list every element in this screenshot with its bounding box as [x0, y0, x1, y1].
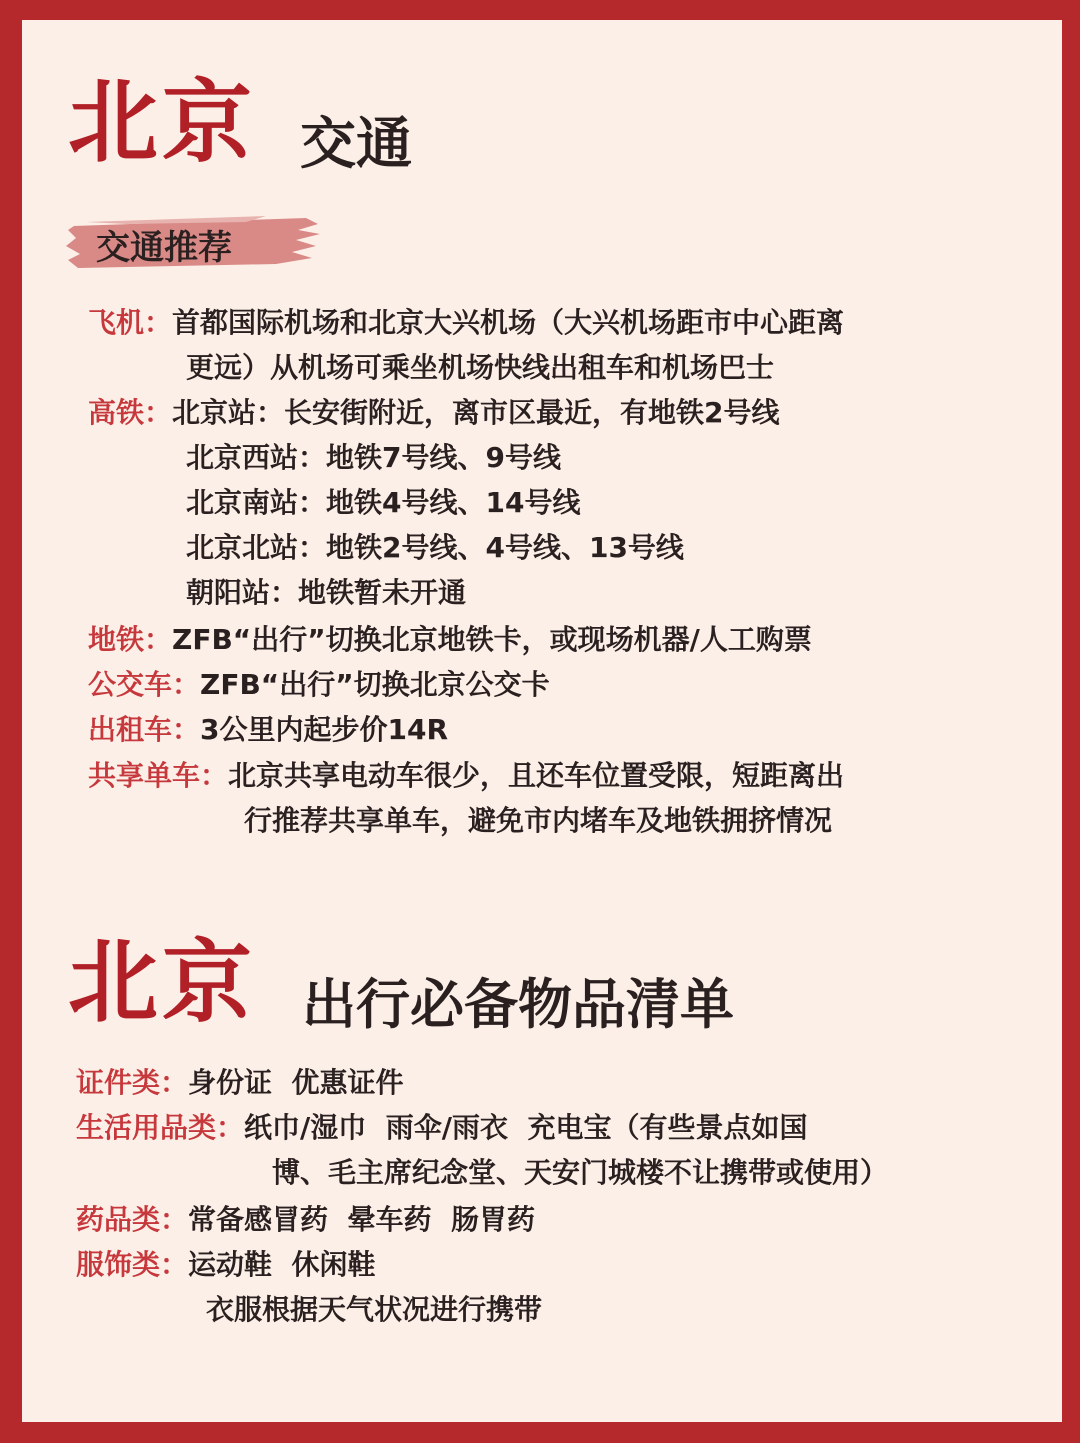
- item-text: 北京站：长安街附近，离市区最近，有地铁2号线: [172, 396, 780, 429]
- item-label: 出租车：: [88, 713, 201, 746]
- item-label: 证件类：: [76, 1066, 189, 1099]
- item-label: 地铁：: [88, 623, 173, 656]
- section2-subtitle: 出行必备物品清单: [302, 973, 734, 1036]
- item-hsr: [88, 390, 780, 435]
- item-plane: [88, 300, 844, 345]
- item-label: 药品类：: [76, 1203, 189, 1236]
- item-text: 北京共享电动车很少，且还车位置受限，短距离出: [228, 759, 845, 792]
- item-subway: [88, 617, 812, 662]
- item-text: ZFB“出行”切换北京公交卡: [200, 668, 550, 701]
- item-documents: [76, 1060, 404, 1105]
- item-label: 公交车：: [88, 668, 201, 701]
- item-text: 身份证 优惠证件: [188, 1066, 404, 1099]
- item-plane-cont: 更远）从机场可乘坐机场快线出租车和机场巴士: [186, 351, 775, 384]
- item-label: 高铁：: [88, 396, 173, 429]
- item-hsr-line: 朝阳站：地铁暂未开通: [186, 576, 467, 609]
- item-hsr-line: 北京北站：地铁2号线、4号线、13号线: [186, 531, 684, 564]
- item-text: 纸巾/湿巾 雨伞/雨衣 充电宝（有些景点如国: [244, 1111, 808, 1144]
- item-taxi: [88, 707, 448, 752]
- item-text: 3公里内起步价14R: [200, 713, 449, 746]
- item-bike-cont: 行推荐共享单车，避免市内堵车及地铁拥挤情况: [244, 804, 833, 837]
- transport-recommend-label: 交通推荐: [96, 228, 232, 268]
- section1-subtitle: 交通: [300, 112, 412, 177]
- item-text: 运动鞋 休闲鞋: [188, 1248, 376, 1281]
- item-clothing: [76, 1242, 376, 1287]
- item-label: 生活用品类：: [76, 1111, 245, 1144]
- item-text: 首都国际机场和北京大兴机场（大兴机场距市中心距离: [172, 306, 845, 339]
- item-daily-cont: 博、毛主席纪念堂、天安门城楼不让携带或使用）: [272, 1156, 889, 1189]
- item-bus: [88, 662, 550, 707]
- content-card: [22, 20, 1062, 1422]
- item-text: 常备感冒药 晕车药 肠胃药: [188, 1203, 536, 1236]
- item-daily: [76, 1105, 807, 1150]
- item-hsr-line: 北京南站：地铁4号线、14号线: [186, 486, 581, 519]
- section2-city-title: 北京: [68, 930, 256, 1035]
- item-label: 服饰类：: [76, 1248, 189, 1281]
- item-hsr-line: 北京西站：地铁7号线、9号线: [186, 441, 561, 474]
- section1-city-title: 北京: [68, 70, 256, 175]
- item-clothing-cont: 衣服根据天气状况进行携带: [206, 1293, 543, 1326]
- item-label: 共享单车：: [88, 759, 229, 792]
- item-label: 飞机：: [88, 306, 173, 339]
- item-medicine: [76, 1197, 535, 1242]
- transport-recommend-tag: [66, 212, 322, 272]
- item-text: ZFB“出行”切换北京地铁卡，或现场机器/人工购票: [172, 623, 812, 656]
- item-bike: [88, 753, 844, 798]
